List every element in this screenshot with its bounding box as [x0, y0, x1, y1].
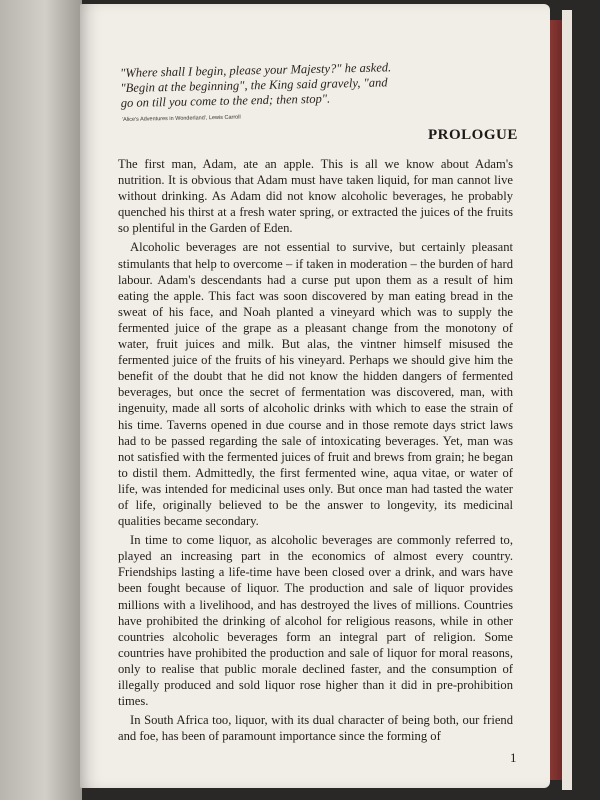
paragraph: In South Africa too, liquor, with its dual character of being both, our friend and foe, has been of paramount importance since the forming of	[118, 713, 513, 744]
book-cover-edge	[548, 20, 562, 780]
facing-page-edge	[0, 0, 82, 800]
paragraph: In time to come liquor, as alcoholic beverages are commonly referred to, played an increasing part in the economics of almost every country. Friendships lasting a life-time have been closed over a drink, and wars have been fought because of liquor. The production and sale of liquor provides millions with a livelihood, and has destroyed the lives of millions. Countries have prohibited the drinking of alcohol for religious reasons, while in other countries alcoholic beverages form an integral part of religion. Some countries have prohibited the production and sale of liquor for moral reasons, only to realise that public morale declined faster, and the consumption of illegally produced and sold liquor rose higher than it did in pre-prohibition times.	[118, 533, 513, 709]
epigraph-quote	[120, 60, 421, 111]
paragraph: The first man, Adam, ate an apple. This is all we know about Adam's nutrition. It is obvious that Adam must have taken liquid, for man cannot live without drinking. As Adam did not know alcoholic beverages, he probably quenched his thirst at a fresh water spring, or extracted the juices of the fruits so plentiful in the Garden of Eden.	[118, 157, 513, 236]
chapter-title: PROLOGUE	[428, 127, 518, 143]
page-number: 1	[510, 750, 517, 765]
epigraph-source: 'Alice's Adventures in Wonderland', Lewis Carroll	[122, 114, 241, 123]
epigraph-line: "Where shall I begin, please your Majesty?" he asked.	[120, 60, 392, 80]
paragraph: Alcoholic beverages are not essential to survive, but certainly pleasant stimulants that help to overcome – if taken in moderation – the burden of hard labour. Adam's descendants had a curse put upon them as a result of him eating the apple. This fact was soon discovered by man eating bread in the sweat of his face, and Noah planted a vineyard which was to supply the fermented juice of the grape as a pleasant change from the monotony of water, fruit juices and milk. But alas, the vintner himself misused the fermented juice of the fruits of his vineyard. Perhaps we should give him the benefit of the doubt that he did not know the hidden dangers of fermented beverages, but once the secret of fermentation was discovered, man, with ingenuity, made all sorts of alcoholic drinks with which to ease the strain of his time. Taverns opened in due course and in those remote days strict laws had to be passed regarding the sale of intoxicating beverages. Yet, man was not satisfied with the fermented juices of fruit and brews from grain; he began to distil them. Admittedly, the first fermented wine, aqua vitae, or water of life, was intended for medicinal uses only. But once man had tasted the water of life, originally believed to be the answer to longevity, its medicinal qualities became secondary.	[118, 240, 513, 529]
page-block-edge	[562, 10, 572, 790]
epigraph-line: go on till you come to the end; then stop".	[120, 91, 331, 110]
body-text	[118, 156, 513, 747]
epigraph-line: "Begin at the beginning", the King said gravely, "and	[120, 75, 388, 95]
